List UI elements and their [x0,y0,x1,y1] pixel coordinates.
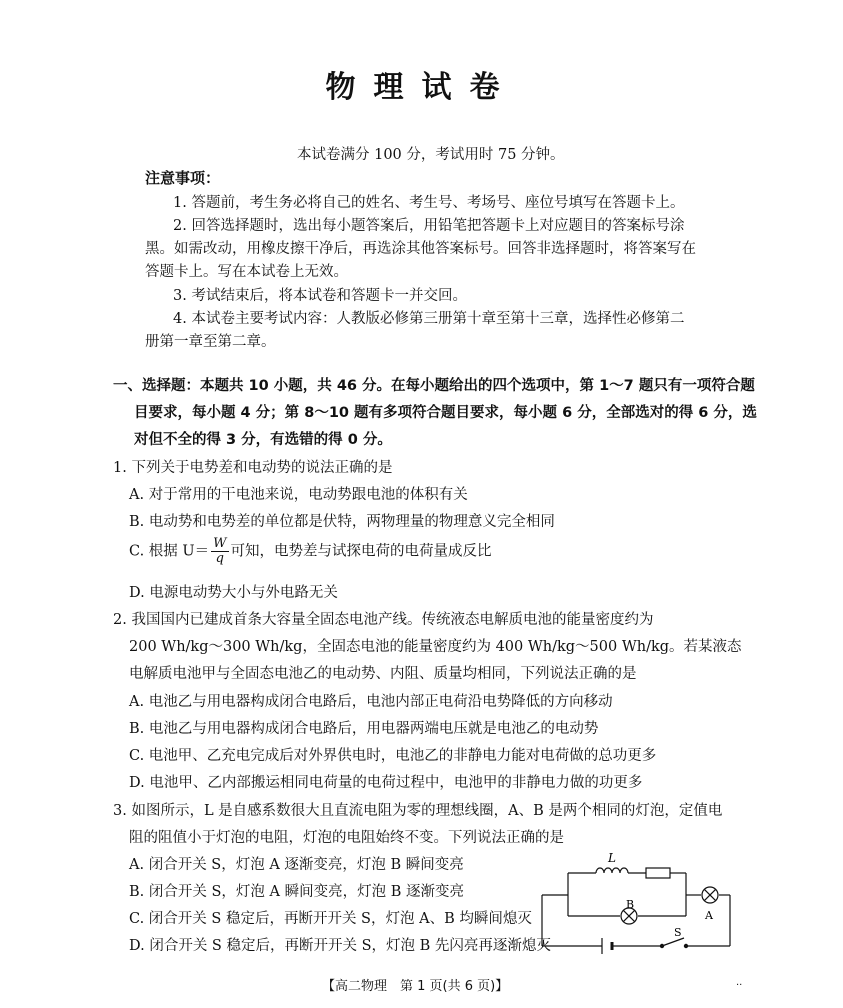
formula-denominator: q [215,551,224,566]
label-s: S [674,926,682,939]
switch-lever [662,938,684,946]
page-footer: 【高二物理 第 1 页(共 6 页)】 [322,979,509,994]
notice-line-7: 册第一章至第二章。 [145,334,276,350]
notice-line-6: 4. 本试卷主要考试内容：人教版必修第三册第十章至第十三章，选择性必修第二 [173,311,685,327]
q1-option-c-prefix: C. 根据 U＝ [129,543,210,560]
q1-option-d: D. 电源电动势大小与外电路无关 [129,585,338,601]
section-header-line-1: 一、选择题：本题共 10 小题，共 46 分。在每小题给出的四个选项中，第 1～7 题只有一项符合题 [113,378,755,394]
section-header-line-3: 对但不全的得 3 分，有选错的得 0 分。 [134,432,392,448]
q2-stem-line-3: 电解质电池甲与全固态电池乙的电动势、内阻、质量均相同，下列说法正确的是 [129,666,637,682]
q2-option-b: B. 电池乙与用电器构成闭合电路后，用电器两端电压就是电池乙的电动势 [129,721,599,737]
notice-heading: 注意事项： [145,169,221,187]
q2-option-c: C. 电池甲、乙充电完成后对外界供电时，电池乙的非静电力能对电荷做的总功更多 [129,748,657,764]
notice-line-4: 答题卡上。写在本试卷上无效。 [145,264,348,280]
formula-fraction [211,537,228,566]
q3-stem-line-2: 阻的阻值小于灯泡的电阻，灯泡的电阻始终不变。下列说法正确的是 [129,830,564,846]
q1-option-c [129,537,492,566]
q2-option-a: A. 电池乙与用电器构成闭合电路后，电池内部正电荷沿电势降低的方向移动 [129,694,613,710]
q3-option-c: C. 闭合开关 S 稳定后，再断开开关 S，灯泡 A、B 均瞬间熄灭 [129,911,532,927]
q1-option-a: A. 对于常用的干电池来说，电动势跟电池的体积有关 [129,487,468,503]
q2-stem-line-2: 200 Wh/kg～300 Wh/kg，全固态电池的能量密度约为 400 Wh/kg～500 Wh/kg。若某液态 [129,639,742,655]
q3-option-a: A. 闭合开关 S，灯泡 A 逐渐变亮，灯泡 B 瞬间变亮 [129,857,464,873]
label-b: B [626,898,635,911]
notice-line-1: 1. 答题前，考生务必将自己的姓名、考生号、考场号、座位号填写在答题卡上。 [173,195,685,211]
exam-info: 本试卷满分 100 分，考试用时 75 分钟。 [297,147,565,163]
q2-option-d: D. 电池甲、乙内部搬运相同电荷量的电荷过程中，电池甲的非静电力做的功更多 [129,775,643,791]
page-title: 物理试卷 [325,70,518,105]
label-a: A [705,909,713,922]
q1-option-c-suffix: 可知，电势差与试探电荷的电荷量成反比 [230,543,492,560]
resistor [646,868,670,878]
notice-line-2: 2. 回答选择题时，选出每小题答案后，用铅笔把答题卡上对应题目的答案标号涂 [173,218,685,234]
q3-stem-line-1: 3. 如图所示，L 是自感系数很大且直流电阻为零的理想线圈，A、B 是两个相同的灯泡，定值电 [113,803,723,819]
label-l: L [608,851,616,865]
q3-option-d: D. 闭合开关 S 稳定后，再断开开关 S，灯泡 B 先闪亮再逐渐熄灭 [129,938,551,954]
q2-stem-line-1: 2. 我国国内已建成首条大容量全固态电池产线。传统液态电解质电池的能量密度约为 [113,612,654,628]
circuit-diagram [538,848,738,958]
q1-stem: 1. 下列关于电势差和电动势的说法正确的是 [113,460,393,476]
q1-option-b: B. 电动势和电势差的单位都是伏特，两物理量的物理意义完全相同 [129,514,555,530]
inductor-coil [596,868,628,873]
q3-option-b: B. 闭合开关 S，灯泡 A 瞬间变亮，灯泡 B 逐渐变亮 [129,884,464,900]
notice-line-3: 黑。如需改动，用橡皮擦干净后，再选涂其他答案标号。回答非选择题时，将答案写在 [145,241,696,257]
formula-numerator: W [213,536,227,551]
corner-mark: ·· [736,980,743,991]
section-header-line-2: 目要求，每小题 4 分；第 8～10 题有多项符合题目要求，每小题 6 分，全部选对的得 6 分，选 [134,405,757,421]
notice-line-5: 3. 考试结束后，将本试卷和答题卡一并交回。 [173,288,467,304]
